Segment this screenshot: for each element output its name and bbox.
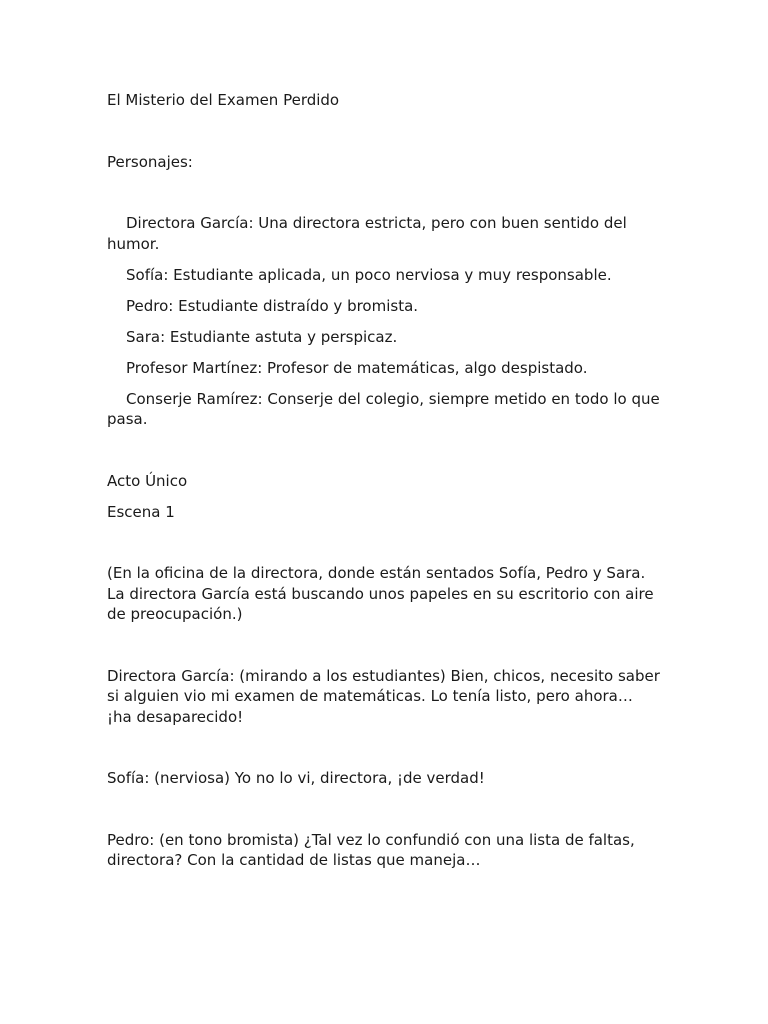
character-entry-conserje: Conserje Ramírez: Conserje del colegio, siempre metido en todo lo que pasa. [107, 389, 660, 428]
character-entry-sofia: Sofía: Estudiante aplicada, un poco nerviosa y muy responsable. [126, 265, 612, 284]
dialogue-line: Pedro: (en tono bromista) ¿Tal vez lo confundió con una lista de faltas, directora? Con la cantidad de listas que maneja… [107, 830, 635, 869]
scene-heading: Escena 1 [107, 502, 175, 521]
character-entry-profesor: Profesor Martínez: Profesor de matemáticas, algo despistado. [126, 358, 588, 377]
characters-heading: Personajes: [107, 152, 193, 171]
document-page [107, 90, 662, 912]
dialogue-line: Sofía: (nerviosa) Yo no lo vi, directora, ¡de verdad! [107, 769, 485, 787]
character-entry-directora: Directora García: Una directora estricta, pero con buen sentido del humor. [107, 214, 627, 253]
character-entry-sara: Sara: Estudiante astuta y perspicaz. [126, 327, 398, 346]
stage-direction: (En la oficina de la directora, donde están sentados Sofía, Pedro y Sara. La directora García está buscando unos papeles en su escritorio con aire de preocupación.) [107, 564, 654, 623]
act-heading: Acto Único [107, 471, 188, 490]
dialogue-line: Directora García: (mirando a los estudiantes) Bien, chicos, necesito saber si alguien vio mi examen de matemáticas. Lo tenía listo, pero ahora… ¡ha desaparecido! [107, 666, 660, 726]
character-entry-pedro: Pedro: Estudiante distraído y bromista. [126, 296, 419, 315]
document-title: El Misterio del Examen Perdido [107, 91, 340, 109]
